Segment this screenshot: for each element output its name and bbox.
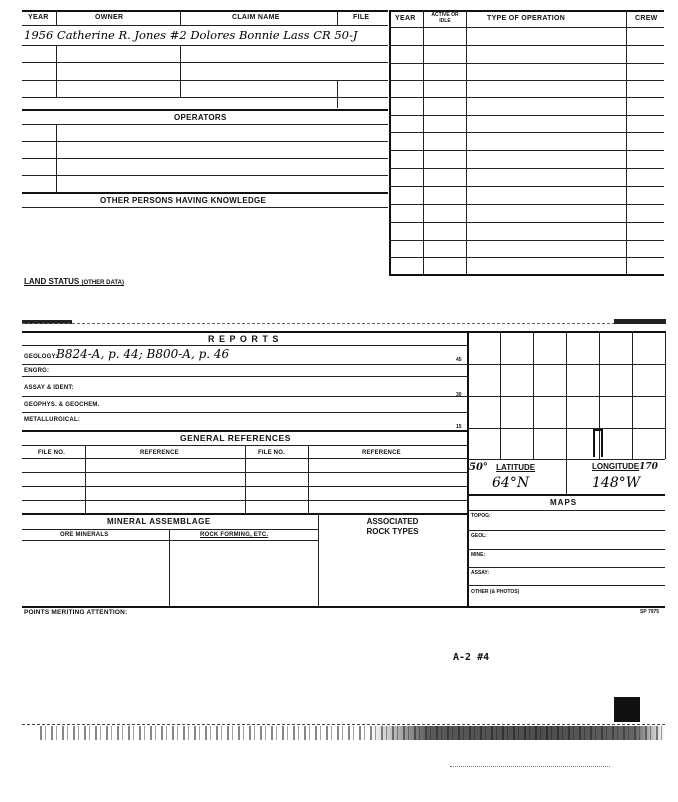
file-header: FILE xyxy=(353,14,370,21)
longitude-suffix: 170 xyxy=(639,462,658,472)
operators-label: OPERATORS xyxy=(174,113,227,122)
map-mine: MINE: xyxy=(471,552,486,558)
longitude-value: 148°W xyxy=(592,475,641,491)
latitude-value: 64°N xyxy=(492,475,530,491)
form-number: SP 7975 xyxy=(640,609,660,615)
scale-15: 15 xyxy=(456,424,462,430)
claim-name-header: CLAIM NAME xyxy=(232,14,280,21)
bottom-faint-line xyxy=(450,766,610,767)
scale-45: 45 xyxy=(456,357,462,363)
file-no-header-2: FILE NO. xyxy=(258,450,285,456)
ore-minerals-header: ORE MINERALS xyxy=(60,532,109,538)
year-header: YEAR xyxy=(28,14,49,21)
metallurgical-label: METALLURGICAL: xyxy=(24,417,81,423)
document-code: A-2 #4 xyxy=(453,652,490,663)
land-status-label: LAND STATUS xyxy=(24,277,80,286)
associated-label: ASSOCIATED xyxy=(366,517,419,526)
location-marker xyxy=(593,429,603,457)
rock-forming-header: ROCK FORMING, ETC. xyxy=(200,532,269,538)
owner-header: OWNER xyxy=(95,14,124,21)
geology-label: GEOLOGY: xyxy=(24,354,58,360)
longitude-label: LONGITUDE xyxy=(592,462,640,471)
type-of-operation-header: TYPE OF OPERATION xyxy=(487,15,566,22)
map-assay: ASSAY: xyxy=(471,570,490,576)
black-square-mark xyxy=(614,697,640,722)
points-meriting-attention-label: POINTS MERITING ATTENTION: xyxy=(24,609,128,616)
file-no-header-1: FILE NO. xyxy=(38,450,65,456)
active-or-idle-header: ACTIVE OR IDLE xyxy=(431,12,459,24)
land-status-sub: (OTHER DATA) xyxy=(81,280,124,286)
rock-types-label: ROCK TYPES xyxy=(366,527,419,536)
other-persons-label: OTHER PERSONS HAVING KNOWLEDGE xyxy=(100,196,267,205)
mineral-assemblage-title: MINERAL ASSEMBLAGE xyxy=(107,517,211,526)
reference-header-1: REFERENCE xyxy=(140,450,179,456)
map-topog: TOPOG: xyxy=(471,513,491,519)
general-references-title: GENERAL REFERENCES xyxy=(180,433,291,443)
crew-header: CREW xyxy=(635,15,658,22)
claim-entry: 1956 Catherine R. Jones #2 Dolores Bonnie Lass CR 50-J xyxy=(24,28,358,42)
map-geol: GEOL: xyxy=(471,533,487,539)
reports-title: R E P O R T S xyxy=(208,334,280,344)
map-other: OTHER (& PHOTOS) xyxy=(471,589,520,595)
reference-header-2: REFERENCE xyxy=(362,450,401,456)
engrg-label: ENGRG: xyxy=(24,368,50,374)
scan-band-line xyxy=(22,323,665,324)
scale-30: 30 xyxy=(456,392,462,398)
op-year-header: YEAR xyxy=(395,15,416,22)
assay-label: ASSAY & IDENT: xyxy=(24,385,74,391)
geophys-label: GEOPHYS. & GEOCHEM. xyxy=(24,402,100,408)
geology-value: B824-A, p. 44; B800-A, p. 46 xyxy=(56,347,230,361)
latitude-label: LATITUDE xyxy=(496,463,536,472)
bottom-scan-line xyxy=(22,724,665,725)
maps-title: MAPS xyxy=(550,498,578,507)
bottom-scan-smudge xyxy=(370,726,665,740)
scan-band-right xyxy=(614,319,666,324)
lat-prefix: 50° xyxy=(469,462,488,473)
